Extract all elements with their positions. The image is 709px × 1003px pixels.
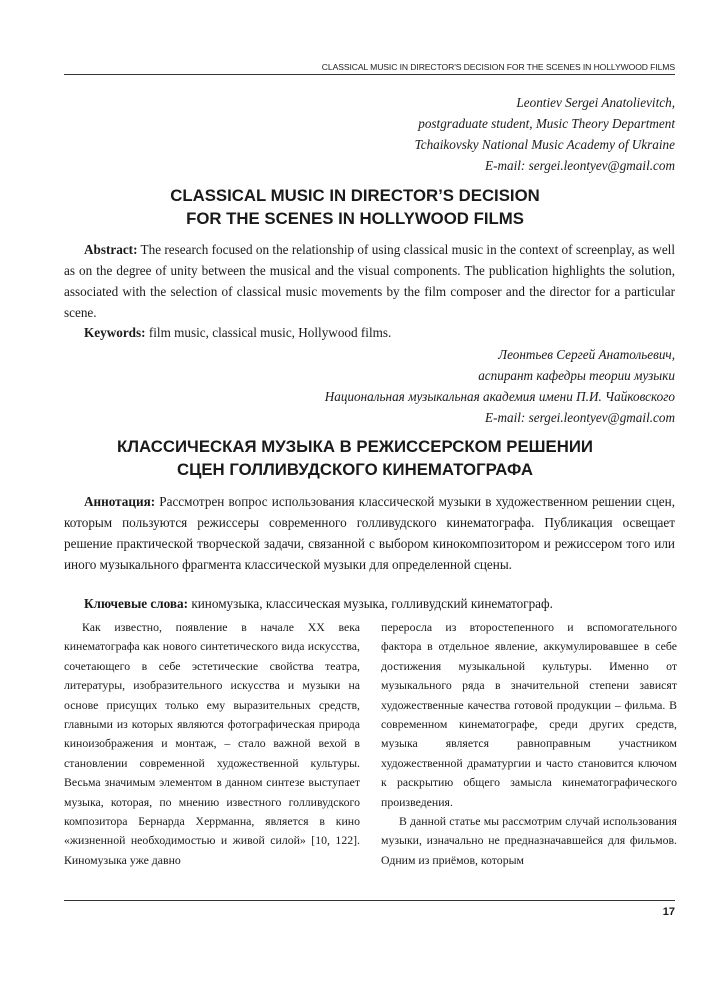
title-ru-line1: КЛАССИЧЕСКАЯ МУЗЫКА В РЕЖИССЕРСКОМ РЕШЕНИИ (117, 437, 593, 456)
abstract-label-en: Abstract: (84, 242, 138, 257)
author-affiliation-ru: Национальная музыкальная академия имени П.И. Чайковского (324, 389, 675, 404)
body-paragraph: Как известно, появление в начале XX века кинематографа как нового синтетического вида искусства, сочетающего в себе эстетические свойства театра, литературы, изобразительного искусства и музыки на основе присущих только ему выразительных средств, главными из которых являются фотографическая природа киноизображения и монтаж, – стало важной вехой в становлении современной художественной культуры. Весьма значимым элементом в данном синтезе выступает музыка, которая, по мнению известного голливудского композитора Бернарда Херрманна, является в кино «жизненной необходимостью и живой силой» [10, 122]. Киномузыка уже давно (64, 620, 360, 867)
body-column-left (64, 618, 360, 870)
page-number: 17 (662, 906, 675, 918)
abstract-ru (64, 491, 675, 575)
title-ru-line2: СЦЕН ГОЛЛИВУДСКОГО КИНЕМАТОГРАФА (176, 460, 534, 479)
title-en-line1: CLASSICAL MUSIC IN DIRECTOR’S DECISION (170, 186, 540, 205)
abstract-text-ru: Рассмотрен вопрос использования классической музыки в художественном решении сцен, которым пользуются режиссеры современного голливудского кинематографа. Публикация освещает решение практической творческой задачи, связанной с выбором кинокомпозитором и режиссером того или иного музыкального фрагмента классической музыки для определенной сцены. (64, 494, 675, 572)
keywords-label-en: Keywords: (84, 325, 146, 340)
author-block-en (415, 92, 675, 176)
body-column-right (381, 618, 677, 870)
author-block-ru (325, 344, 675, 428)
keywords-ru (64, 593, 675, 614)
abstract-label-ru: Аннотация: (84, 494, 156, 509)
keywords-en (64, 322, 675, 343)
keywords-text-en: film music, classical music, Hollywood films. (145, 325, 392, 340)
author-name-ru: Леонтьев Сергей Анатольевич, (498, 347, 675, 362)
body-paragraph: В данной статье мы рассмотрим случай использования музыки, изначально не предназначавшейся для фильмов. Одним из приёмов, которым (381, 814, 677, 867)
keywords-label-ru: Ключевые слова: (84, 596, 189, 611)
header-rule (64, 74, 675, 75)
keywords-text-ru: киномузыка, классическая музыка, голливудский кинематограф. (188, 596, 553, 611)
author-position-en: postgraduate student, Music Theory Department (418, 116, 675, 131)
author-email-en: E-mail: sergei.leontyev@gmail.com (485, 158, 675, 173)
author-affiliation-en: Tchaikovsky National Music Academy of Ukraine (414, 137, 675, 152)
author-email-ru: E-mail: sergei.leontyev@gmail.com (485, 410, 675, 425)
author-name-en: Leontiev Sergei Anatolievitch, (516, 95, 675, 110)
title-en-line2: FOR THE SCENES IN HOLLYWOOD FILMS (186, 209, 524, 228)
abstract-text-en: The research focused on the relationship of using classical music in the context of screenplay, as well as on the degree of unity between the musical and the visual components. The publication highlights the solution, associated with the selection of classical music movements by the film composer and the director for a particular scene. (64, 242, 675, 320)
body-paragraph: переросла из второстепенного и вспомогательного фактора в отдельное явление, аккумулировавшее в себе достижения музыкальной культуры. Именно от музыкального ряда в значительной степени зависят художественные качества готовой продукции – фильма. В современном кинематографе, среди других средств, музыка является равноправным участником художественной драматургии и часто становится ключом к раскрытию общего замысла кинематографического произведения. (381, 620, 677, 809)
article-title-ru (40, 435, 670, 481)
running-head: CLASSICAL MUSIC IN DIRECTOR'S DECISION FOR THE SCENES IN HOLLYWOOD FILMS (321, 62, 675, 72)
author-position-ru: аспирант кафедры теории музыки (478, 368, 675, 383)
footer-rule (64, 900, 675, 901)
article-title-en (40, 184, 670, 230)
abstract-en (64, 239, 675, 323)
